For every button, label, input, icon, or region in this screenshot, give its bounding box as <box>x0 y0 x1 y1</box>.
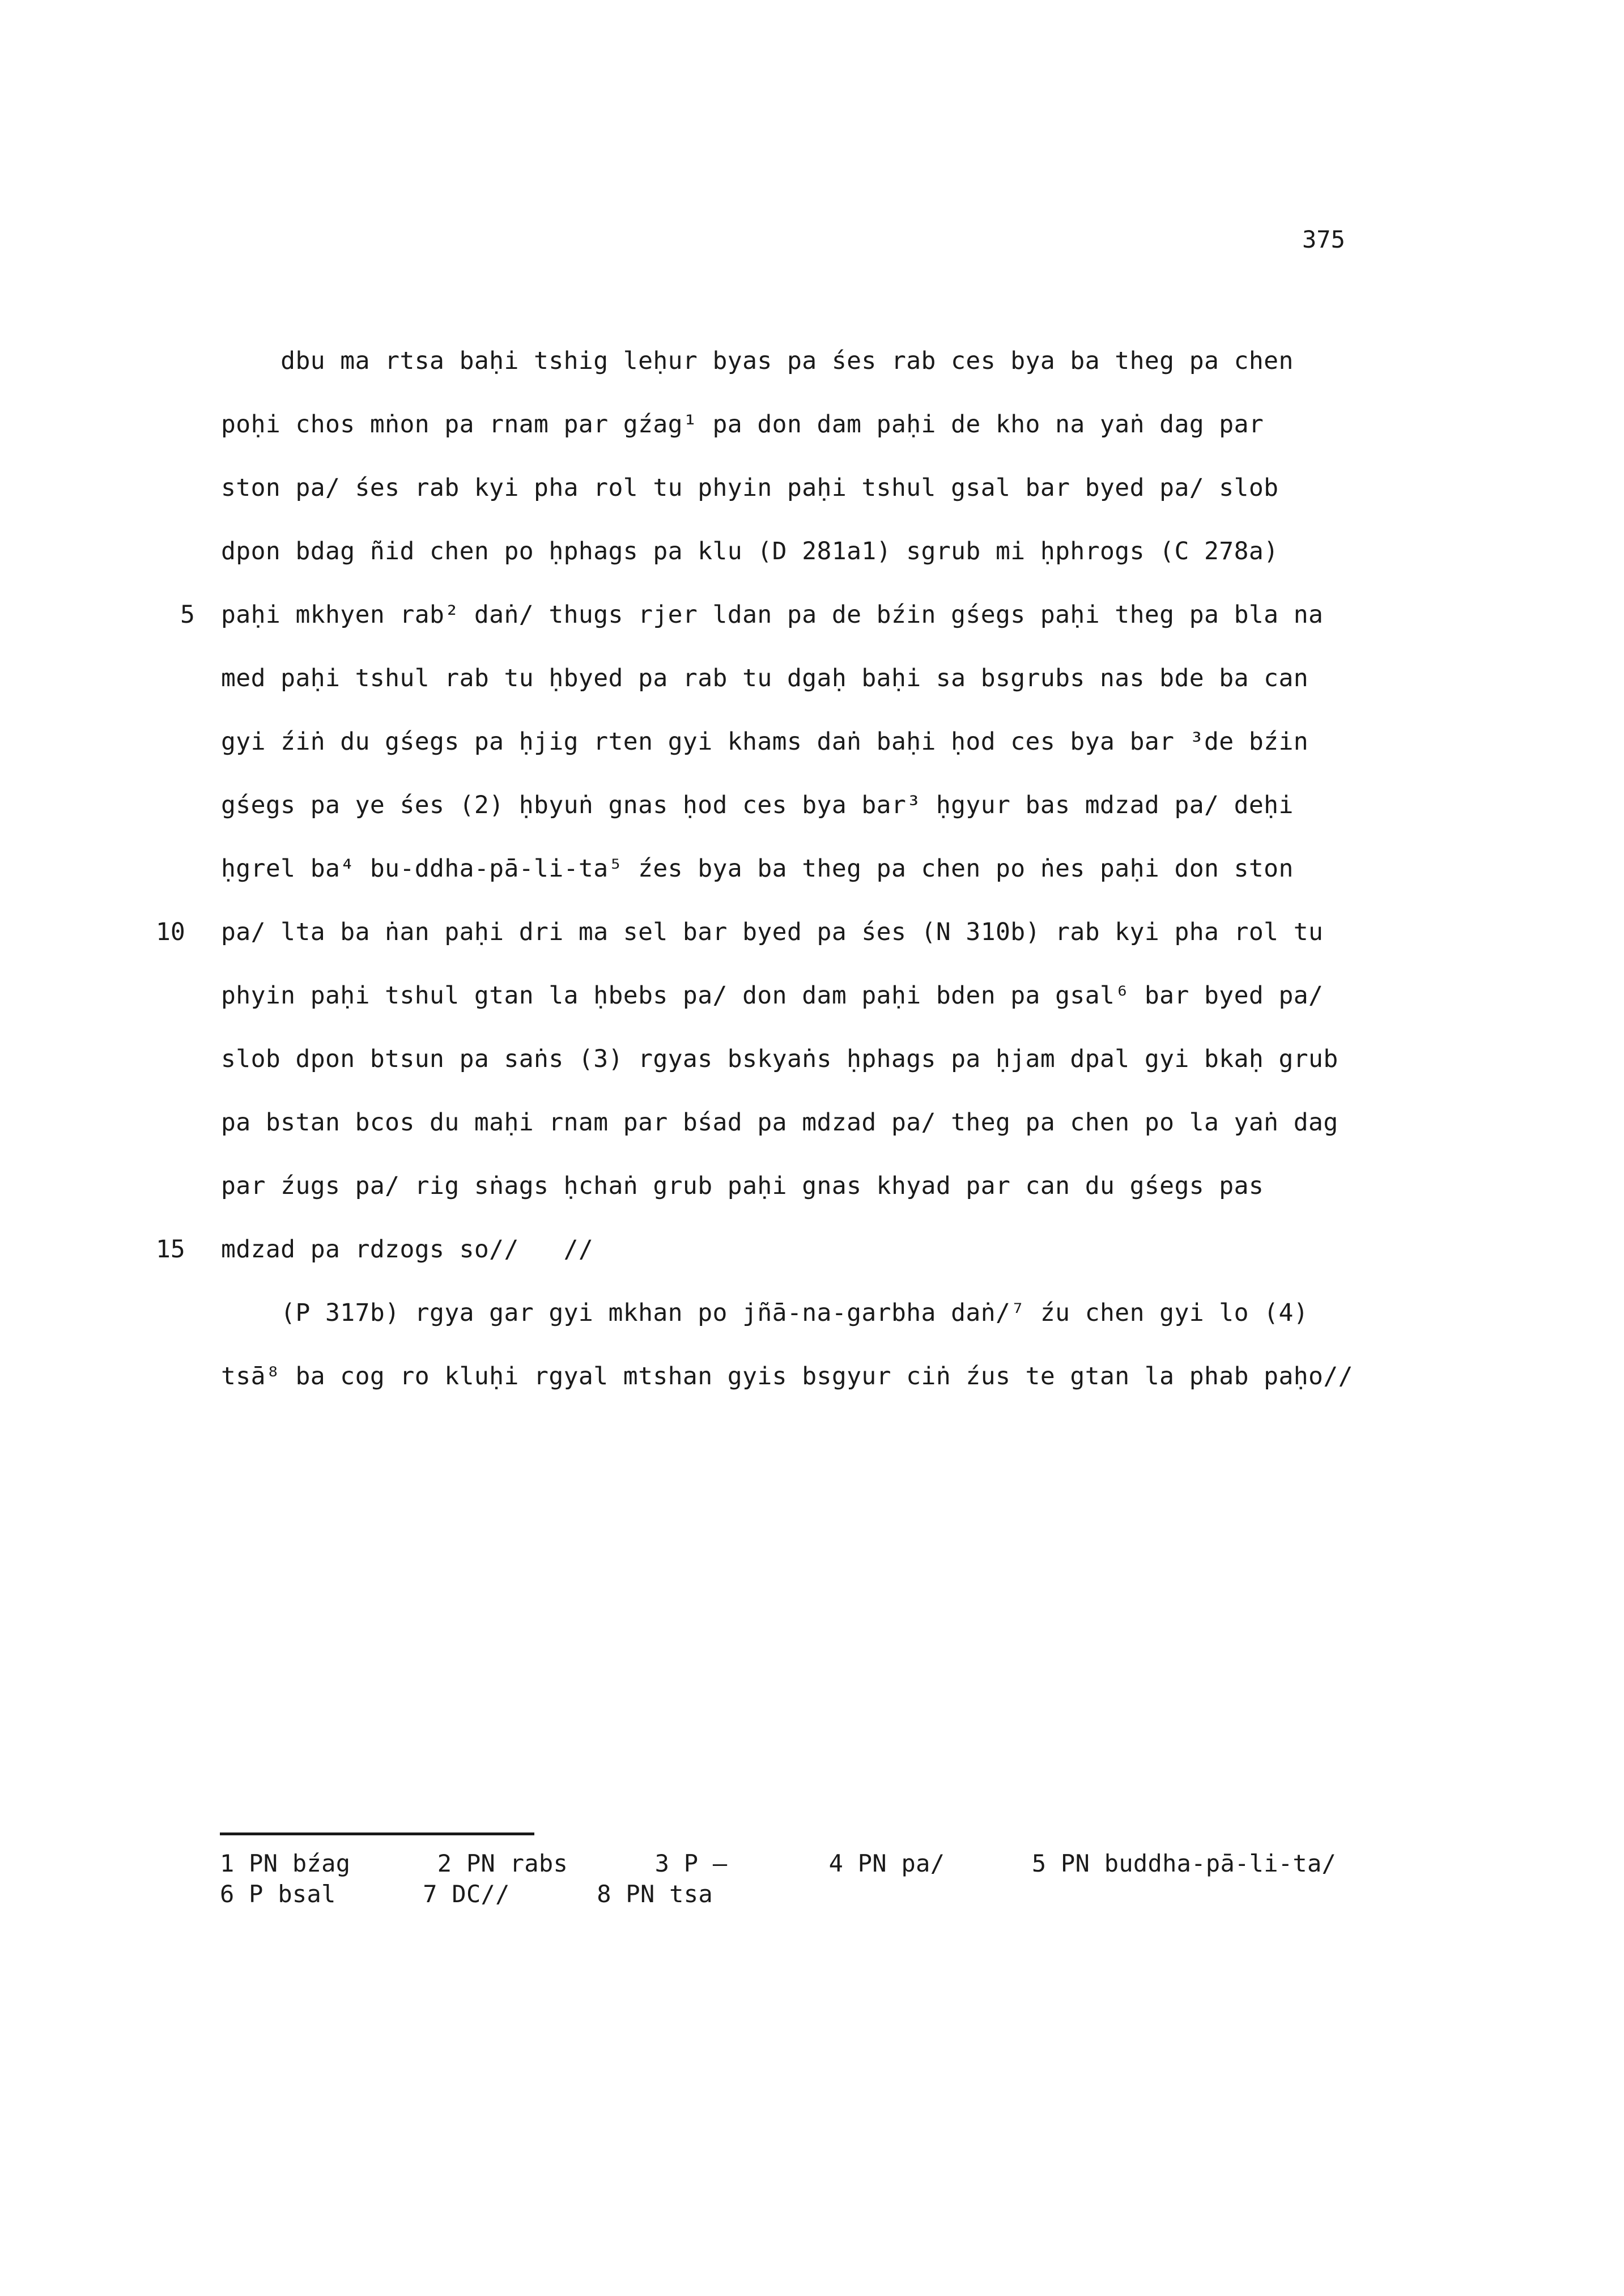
text-line: (P 317b) rgya gar gyi mkhan po jñā-na-garbha daṅ/⁷ źu chen gyi lo (4) <box>221 1299 1309 1327</box>
text-line: mdzad pa rdzogs so// // <box>221 1235 594 1264</box>
line-number: 15 <box>156 1235 185 1264</box>
text-line: paḥi mkhyen rab² daṅ/ thugs rjer ldan pa de bźin gśegs paḥi theg pa bla na <box>221 601 1324 629</box>
text-line: dbu ma rtsa baḥi tshig leḥur byas pa śes rab ces bya ba theg pa chen <box>221 347 1294 375</box>
footnote-rule <box>220 1832 534 1835</box>
text-line: med paḥi tshul rab tu ḥbyed pa rab tu dgaḥ baḥi sa bsgrubs nas bde ba can <box>221 664 1309 692</box>
footnote-line: 6 P bsal 7 DC// 8 PN tsa <box>220 1880 713 1908</box>
line-number: 10 <box>156 918 185 946</box>
text-line: par źugs pa/ rig sṅags ḥchaṅ grub paḥi gnas khyad par can du gśegs pas <box>221 1172 1264 1200</box>
text-line: slob dpon btsun pa saṅs (3) rgyas bskyaṅs ḥphags pa ḥjam dpal gyi bkaḥ grub <box>221 1045 1338 1073</box>
text-line: tsā⁸ ba cog ro kluḥi rgyal mtshan gyis bsgyur ciṅ źus te gtan la phab paḥo// <box>221 1362 1353 1391</box>
text-line: pa bstan bcos du maḥi rnam par bśad pa mdzad pa/ theg pa chen po la yaṅ dag <box>221 1108 1338 1137</box>
line-number: 5 <box>180 601 195 629</box>
text-line: ston pa/ śes rab kyi pha rol tu phyin paḥi tshul gsal bar byed pa/ slob <box>221 474 1279 502</box>
text-line: gśegs pa ye śes (2) ḥbyuṅ gnas ḥod ces bya bar³ ḥgyur bas mdzad pa/ deḥi <box>221 791 1294 819</box>
text-line: phyin paḥi tshul gtan la ḥbebs pa/ don dam paḥi bden pa gsal⁶ bar byed pa/ <box>221 981 1324 1010</box>
page-number: 375 <box>1302 226 1345 253</box>
text-line: gyi źiṅ du gśegs pa ḥjig rten gyi khams daṅ baḥi ḥod ces bya bar ³de bźin <box>221 728 1309 756</box>
text-line: ḥgrel ba⁴ bu-ddha-pā-li-ta⁵ źes bya ba theg pa chen po ṅes paḥi don ston <box>221 854 1294 883</box>
text-line: dpon bdag ñid chen po ḥphags pa klu (D 281a1) sgrub mi ḥphrogs (C 278a) <box>221 537 1279 566</box>
text-line: poḥi chos mṅon pa rnam par gźag¹ pa don dam paḥi de kho na yaṅ dag par <box>221 410 1264 439</box>
footnote-line: 1 PN bźag 2 PN rabs 3 P — 4 PN pa/ 5 PN buddha-pā-li-ta/ <box>220 1849 1337 1877</box>
text-line: pa/ lta ba ṅan paḥi dri ma sel bar byed pa śes (N 310b) rab kyi pha rol tu <box>221 918 1324 946</box>
